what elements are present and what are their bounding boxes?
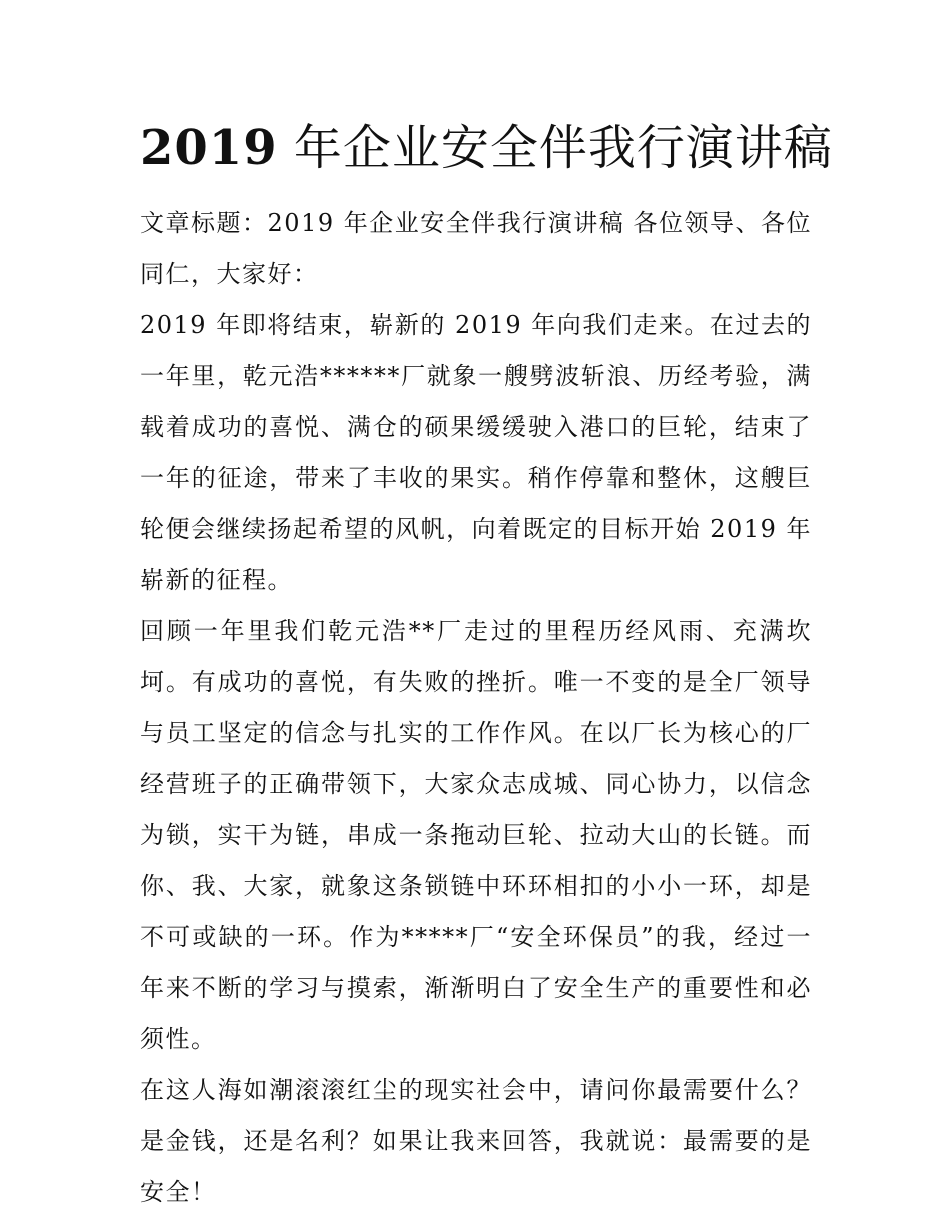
title-year: 2019 — [140, 120, 278, 176]
title-text: 年企业安全伴我行演讲稿 — [277, 120, 833, 176]
page-title — [140, 118, 840, 178]
paragraph-heading: 文章标题：2019 年企业安全伴我行演讲稿 各位领导、各位同仁，大家好： — [140, 209, 812, 288]
document-body — [140, 198, 812, 1218]
paragraph-intro: 2019 年即将结束，崭新的 2019 年向我们走来。在过去的一年里，乾元浩******厂就象一艘劈波斩浪、历经考验，满载着成功的喜悦、满仓的硕果缓缓驶入港口的巨轮，结束了一年的征途，带来了丰收的果实。稍作停靠和整休，这艘巨轮便会继续扬起希望的风帆，向着既定的目标开始 2019 年崭新的征程。 — [140, 311, 812, 594]
paragraph-safety: 在这人海如潮滚滚红尘的现实社会中，请问你最需要什么？是金钱，还是名利？如果让我来回答，我就说：最需要的是安全！ — [140, 1076, 812, 1206]
paragraph-review: 回顾一年里我们乾元浩**厂走过的里程历经风雨、充满坎坷。有成功的喜悦，有失败的挫折。唯一不变的是全厂领导与员工坚定的信念与扎实的工作作风。在以厂长为核心的厂经营班子的正确带领下，大家众志成城、同心协力，以信念为锁，实干为链，串成一条拖动巨轮、拉动大山的长链。而你、我、大家，就象这条锁链中环环相扣的小小一环，却是不可或缺的一环。作为*****厂“安全环保员”的我，经过一年来不断的学习与摸索，渐渐明白了安全生产的重要性和必须性。 — [140, 617, 812, 1053]
